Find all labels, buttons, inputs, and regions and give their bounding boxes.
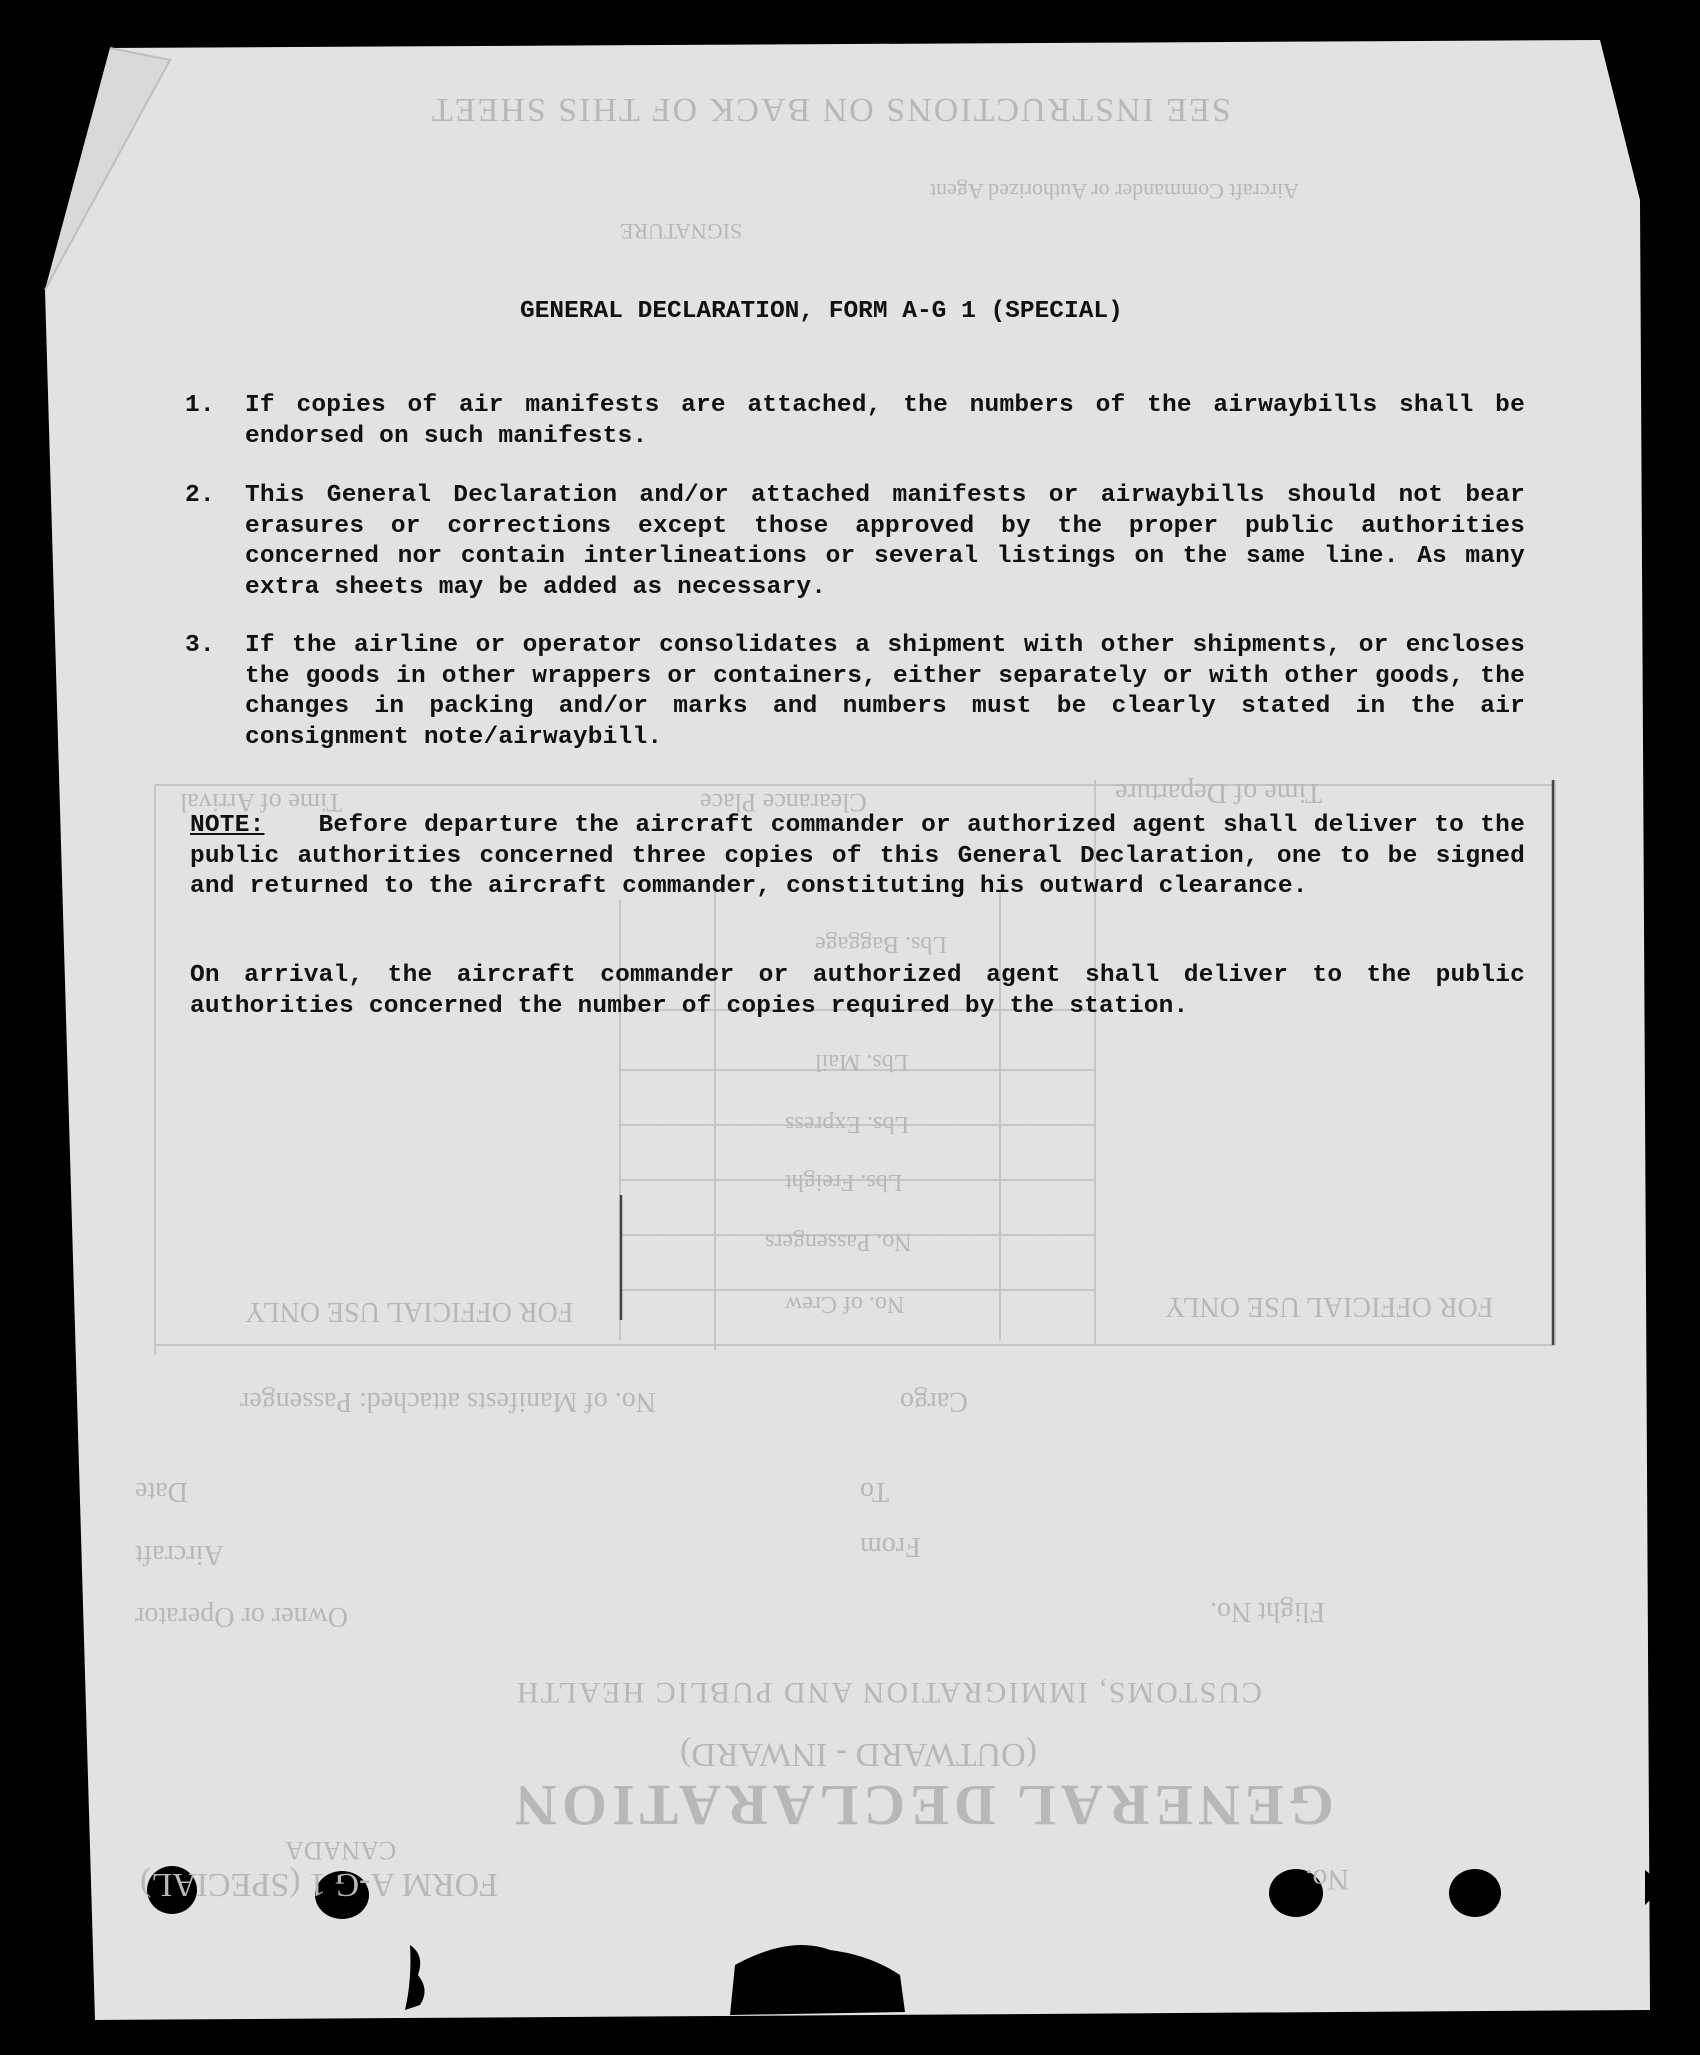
note-text: Before departure the aircraft commander or authorized agent shall deliver to the public authorities concerned three copies of this General Declaration, one to be signed and returned to the aircraft commander, constituting his outward clearance.	[190, 812, 1525, 900]
ghost-time-of-departure: Time of Departure	[1115, 777, 1323, 808]
instruction-text: If the airline or operator consolidates a shipment with other shipments, or encloses the goods in other wrappers or containers, either separately or with other goods, the changes in packing and/or marks and numbers must be clearly stated in the air consignment note/airwaybill.	[245, 632, 1525, 751]
instruction-text: If copies of air manifests are attached, the numbers of the airwaybills shall be endorsed on such manifests.	[245, 392, 1525, 450]
note-label: NOTE:	[190, 812, 265, 839]
paper-grain	[45, 40, 1650, 2020]
ghost-lbs-baggage: Lbs. Baggage	[815, 931, 947, 957]
ghost-flight-no: Flight No.	[1210, 1596, 1326, 1627]
instruction-text: This General Declaration and/or attached manifests or airwaybills should not bear erasures or corrections except those approved by the proper public authorities concerned nor contain interlineations or several listings on the same line. As many extra sheets may be added as necessary.	[245, 482, 1525, 601]
instruction-number: 2.	[185, 482, 215, 509]
arrival-paragraph: On arrival, the aircraft commander or authorized agent shall deliver to the public authorities concerned the number of copies required by the station.	[190, 962, 1525, 1020]
instruction-number: 3.	[185, 632, 215, 659]
torn-edge	[1645, 1870, 1654, 1905]
instruction-number: 1.	[185, 392, 215, 419]
ghost-lbs-express: Lbs. Express	[785, 1111, 909, 1137]
ghost-aircraft: Aircraft	[135, 1539, 224, 1570]
ghost-clearance-place: Clearance Place	[700, 788, 867, 817]
note-paragraph	[190, 811, 1525, 903]
ghost-owner-operator: Owner or Operator	[135, 1601, 349, 1632]
ghost-no-of-crew: No. of Crew	[785, 1291, 905, 1317]
ghost-title: GENERAL DECLARATION	[510, 1773, 1334, 1838]
ghost-time-of-arrival: Time of Arrival	[180, 788, 343, 817]
ghost-no-label: No.	[1305, 1863, 1350, 1896]
ghost-commander: Aircraft Commander or Authorized Agent	[930, 179, 1300, 204]
ghost-lbs-freight: Lbs. Freight	[785, 1169, 903, 1195]
ghost-to: To	[860, 1476, 890, 1507]
ghost-official-left: FOR OFFICIAL USE ONLY	[245, 1296, 574, 1327]
document-heading: GENERAL DECLARATION, FORM A-G 1 (SPECIAL)	[520, 298, 1123, 325]
ghost-date: Date	[135, 1476, 188, 1507]
ghost-manifests-attached: No. of Manifests attached: Passenger	[240, 1386, 656, 1417]
ghost-cargo: Cargo	[900, 1386, 968, 1417]
ghost-lbs-mail: Lbs. Mail	[815, 1049, 909, 1075]
ghost-no-passengers: No. Passengers	[765, 1229, 912, 1255]
ghost-signature: SIGNATURE	[620, 219, 743, 244]
ghost-see-instructions: SEE INSTRUCTIONS ON BACK OF THIS SHEET	[430, 91, 1231, 128]
ghost-agencies: CUSTOMS, IMMIGRATION AND PUBLIC HEALTH	[515, 1676, 1262, 1709]
ghost-subtitle: (OUTWARD - INWARD)	[680, 1736, 1037, 1773]
ghost-from: From	[860, 1531, 921, 1562]
ghost-official-right: FOR OFFICIAL USE ONLY	[1165, 1291, 1494, 1322]
ghost-form-label: FORM A-G 1 (SPECIAL)	[140, 1866, 498, 1903]
punch-hole	[1449, 1869, 1501, 1917]
ghost-country: CANADA	[285, 1836, 397, 1865]
